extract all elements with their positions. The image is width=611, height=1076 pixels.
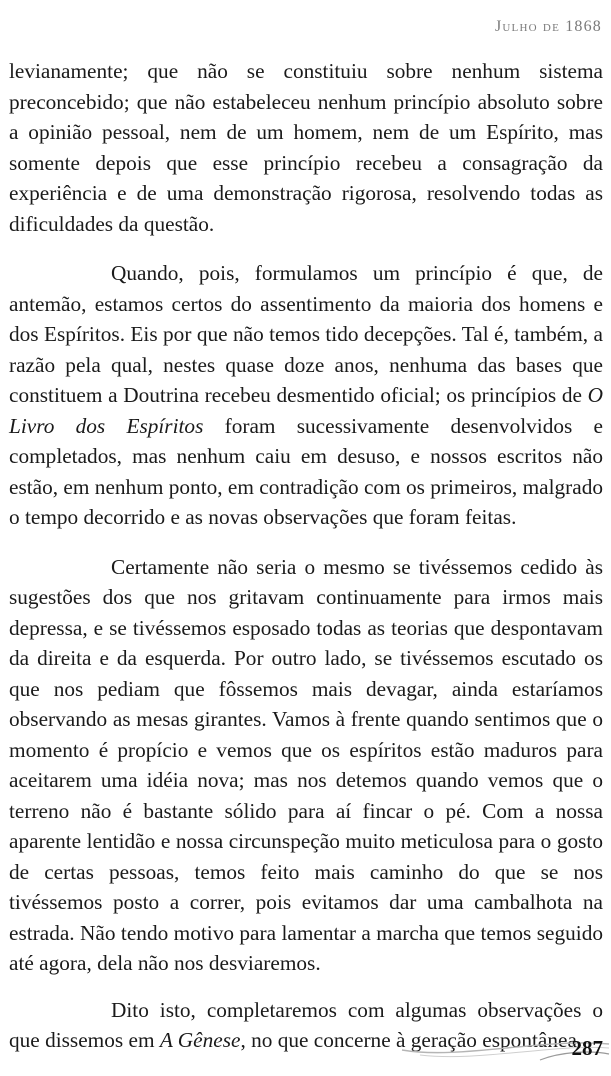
paragraph-2 bbox=[9, 258, 603, 533]
paragraph-1: levianamente; que não se constituiu sobre nenhum sistema preconcebido; que não estabeleceu nenhum princípio absoluto sobre a opinião pessoal, nem de um homem, nem de um Espírito, mas somente depois que esse princípio recebeu a consagração da experiência e de uma demonstração rigorosa, resolvendo todas as dificuldades da questão. bbox=[9, 59, 603, 236]
paragraph-4-part-2: , no que concerne à geração espontânea. bbox=[240, 1028, 583, 1052]
paragraph-3: Certamente não seria o mesmo se tivéssemos cedido às sugestões dos que nos gritavam continuamente para irmos mais depressa, e se tivéssemos esposado todas as teorias que despontavam da direita e da esquerda. Por outro lado, se tivéssemos escutado os que nos pediam que fôssemos mais devagar, ainda estaríamos observando as mesas girantes. Vamos à frente quando sentimos que o momento é propício e vemos que os espíritos estão maduros para aceitarem uma idéia nova; mas nos detemos quando vemos que o terreno não é bastante sólido para aí fincar o pé. Com a nossa aparente lentidão e nossa circunspeção muito meticulosa para o gosto de certas pessoas, temos feito mais caminho do que se nos tivéssemos posto a correr, pois evitamos dar uma cambalhota na estrada. Não tendo motivo para lamentar a marcha que temos seguido até agora, dela não nos desviaremos. bbox=[9, 554, 603, 975]
body-text bbox=[9, 56, 603, 1056]
book-title-a-genese: A Gênese bbox=[159, 1028, 241, 1052]
running-head: Julho de 1868 bbox=[494, 18, 602, 35]
page-number: 287 bbox=[571, 1036, 603, 1060]
book-title-livro-dos-espiritos: O Livro dos Espíritos bbox=[9, 383, 603, 438]
paragraph-2-part-1: Quando, pois, formulamos um princípio é que, de antemão, estamos certos do assentimento da maioria dos homens e dos Espíritos. Eis por que não temos tido decepções. Tal é, também, a razão pela qual, nestes quase doze anos, nenhuma das bases que constituem a Doutrina recebeu desmentido oficial; os princípios de bbox=[9, 261, 603, 407]
paragraph-4-part-1: Dito isto, completaremos com algumas observações o que dissemos em bbox=[9, 997, 603, 1052]
paragraph-2-part-2: foram sucessivamente desenvolvidos e completados, mas nenhum caiu em desuso, e nossos escritos não estão, em nenhum ponto, em contradição com os primeiros, malgrado o tempo decorrido e as novas observações que foram feitas. bbox=[9, 413, 603, 529]
